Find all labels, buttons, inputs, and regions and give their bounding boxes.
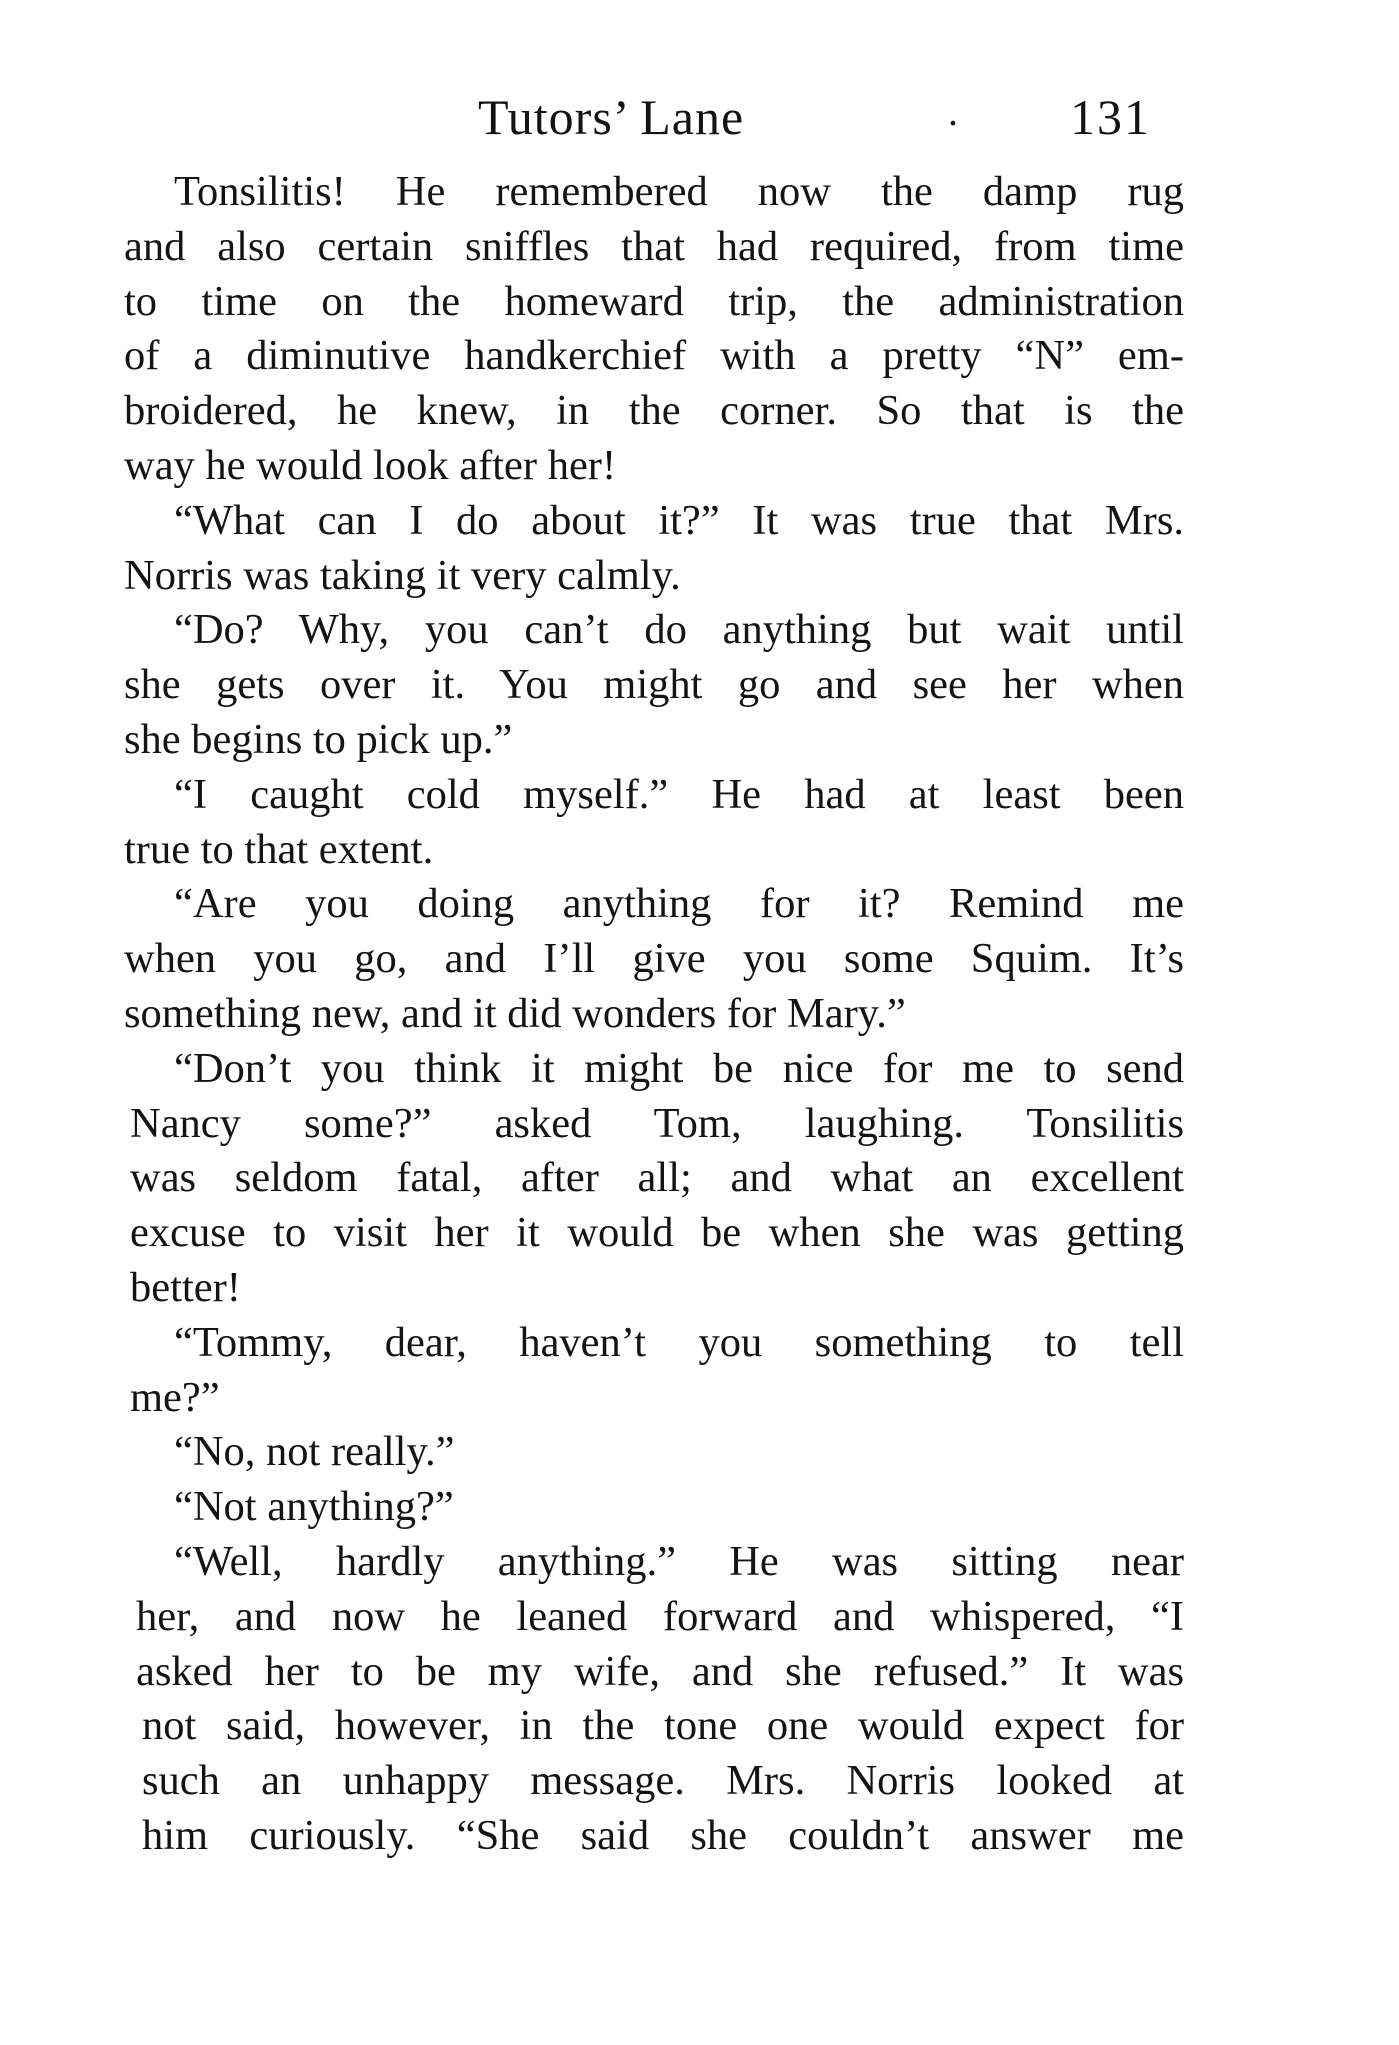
running-title: Tutors’ Lane xyxy=(478,89,745,145)
text-line: “Well, hardly anything.” He was sitting near xyxy=(174,1537,1184,1585)
text-line: him curiously. “She said she couldn’t answer me xyxy=(142,1811,1184,1859)
page-number: 131 xyxy=(1070,89,1151,145)
text-line: not said, however, in the tone one would expect for xyxy=(142,1702,1184,1750)
text-line: such an unhappy message. Mrs. Norris looked at xyxy=(142,1757,1184,1805)
body-text xyxy=(124,165,1184,1864)
text-line: “No, not really.” xyxy=(174,1428,455,1476)
running-head xyxy=(0,88,1399,158)
text-line: better! xyxy=(130,1263,241,1311)
text-line: her, and now he leaned forward and whispered, “I xyxy=(136,1592,1184,1640)
text-line: “Don’t you think it might be nice for me to send xyxy=(174,1044,1184,1092)
running-head-dot: . xyxy=(948,89,958,134)
text-line: something new, and it did wonders for Mary.” xyxy=(124,989,906,1037)
text-line: true to that extent. xyxy=(124,825,434,873)
text-line: of a diminutive handkerchief with a pretty “N” em- xyxy=(124,332,1184,380)
text-line: she begins to pick up.” xyxy=(124,715,513,763)
text-line: “Tommy, dear, haven’t you something to tell xyxy=(174,1318,1184,1366)
text-line: was seldom fatal, after all; and what an excellent xyxy=(130,1154,1184,1202)
text-line: she gets over it. You might go and see her when xyxy=(124,661,1184,709)
text-line: to time on the homeward trip, the administration xyxy=(124,277,1184,325)
text-line: and also certain sniffles that had required, from time xyxy=(124,222,1184,270)
text-line: broidered, he knew, in the corner. So that is the xyxy=(124,387,1184,435)
text-line: Tonsilitis! He remembered now the damp rug xyxy=(174,168,1184,215)
text-line: “I caught cold myself.” He had at least been xyxy=(174,770,1184,818)
text-line: “Do? Why, you can’t do anything but wait until xyxy=(174,606,1184,654)
text-line: “Are you doing anything for it? Remind me xyxy=(174,880,1184,928)
text-line: me?” xyxy=(130,1373,220,1421)
text-line: “Not anything?” xyxy=(174,1483,454,1531)
text-line: Nancy some?” asked Tom, laughing. Tonsilitis xyxy=(130,1099,1184,1147)
text-line: “What can I do about it?” It was true that Mrs. xyxy=(174,496,1184,544)
text-line: when you go, and I’ll give you some Squim. It’s xyxy=(124,935,1184,983)
text-line: asked her to be my wife, and she refused.” It was xyxy=(136,1647,1184,1695)
text-line: way he would look after her! xyxy=(124,441,617,489)
text-line: Norris was taking it very calmly. xyxy=(124,551,681,599)
text-line: excuse to visit her it would be when she was getting xyxy=(130,1209,1184,1257)
